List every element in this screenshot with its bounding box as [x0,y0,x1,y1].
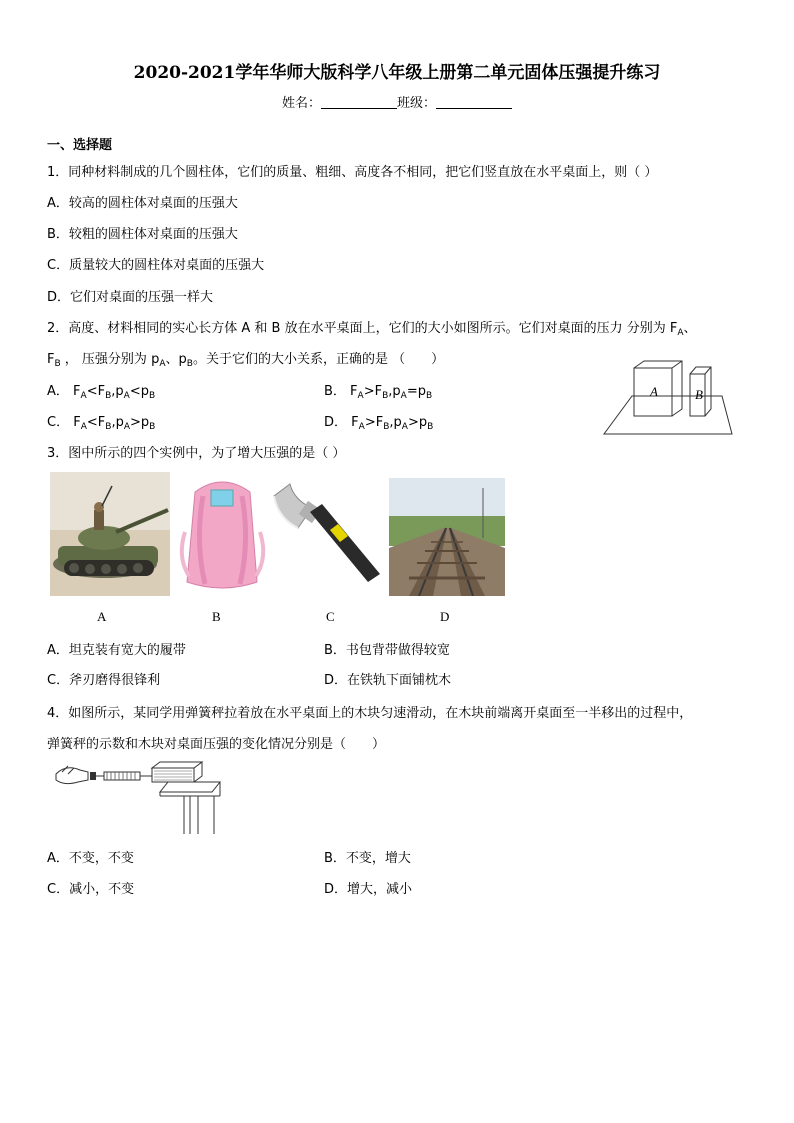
q2-option-c[interactable]: C． $F_A<F_B,p_A>p_B$ [47,415,156,432]
q1-stem: 1．同种材料制成的几个圆柱体，它们的质量、粗细、高度各不相同，把它们竖直放在水平桌面上，则（ ） [47,165,658,180]
q1-option-b[interactable]: B．较粗的圆柱体对桌面的压强大 [47,227,238,242]
student-info-line [0,92,794,111]
name-label: 姓名： [281,96,321,111]
q3-stem: 3．图中所示的四个实例中，为了增大压强的是（ ） [47,446,346,461]
q4-stem-line2: 弹簧秤的示数和木块对桌面压强的变化情况分别是（ ） [47,737,386,752]
q4-stem-line1: 4．如图所示，某同学用弹簧秤拉着放在水平桌面上的木块匀速滑动，在木块前端离开桌面至一半移出的过程中， [47,706,693,721]
img-label-a: A [97,609,107,624]
q3-option-c[interactable]: C．斧刃磨得很锋利 [47,673,161,688]
class-label: 班级： [397,96,437,111]
q2-option-b[interactable]: B． $F_A>F_B,p_A=p_B$ [324,384,433,401]
spring-scale-figure [52,760,224,836]
q1-option-d[interactable]: D．它们对桌面的压强一样大 [47,290,214,305]
q2-option-a[interactable]: A． $F_A<F_B,p_A<p_B$ [47,384,156,401]
q2-blocks-figure [600,358,736,438]
q2-fig-label-b: B [695,387,703,402]
q2-fig-label-a: A [650,384,658,399]
q4-option-c[interactable]: C．减小，不变 [47,882,135,897]
q4-option-a[interactable]: A．不变，不变 [47,851,134,866]
q1-option-a[interactable]: A．较高的圆柱体对桌面的压强大 [47,196,238,211]
q4-option-b[interactable]: B．不变，增大 [324,851,411,866]
railway-image [389,478,505,596]
img-label-d: D [440,609,450,624]
page-title: 2020-2021学年华师大版科学八年级上册第二单元固体压强提升练习 [133,63,661,83]
q1-option-c[interactable]: C．质量较大的圆柱体对桌面的压强大 [47,258,265,273]
q3-option-d[interactable]: D．在铁轨下面铺枕木 [324,673,452,688]
q4-option-d[interactable]: D．增大，减小 [324,882,413,897]
axe-image [268,478,388,596]
name-blank[interactable] [321,96,397,109]
backpack-image [175,472,270,596]
q2-stem-line1: 2．高度、材料相同的实心长方体 A 和 B 放在水平桌面上，它们的大小如图所示。它们对桌面的压力 分别为 $F_A$、 [47,321,697,338]
img-label-c: C [326,609,335,624]
section-heading: 一、选择题 [47,138,113,153]
tank-image [50,472,170,596]
q2-stem-line2: $F_B$ ， 压强分别为 $p_A$、$p_B$。关于它们的大小关系，正确的是 （ ） [47,352,445,369]
q3-option-b[interactable]: B．书包背带做得较宽 [324,643,450,658]
class-blank[interactable] [436,96,512,109]
img-label-b: B [212,609,221,624]
q2-option-d[interactable]: D． $F_A>F_B,p_A>p_B$ [324,415,434,432]
q3-option-a[interactable]: A．坦克装有宽大的履带 [47,643,186,658]
